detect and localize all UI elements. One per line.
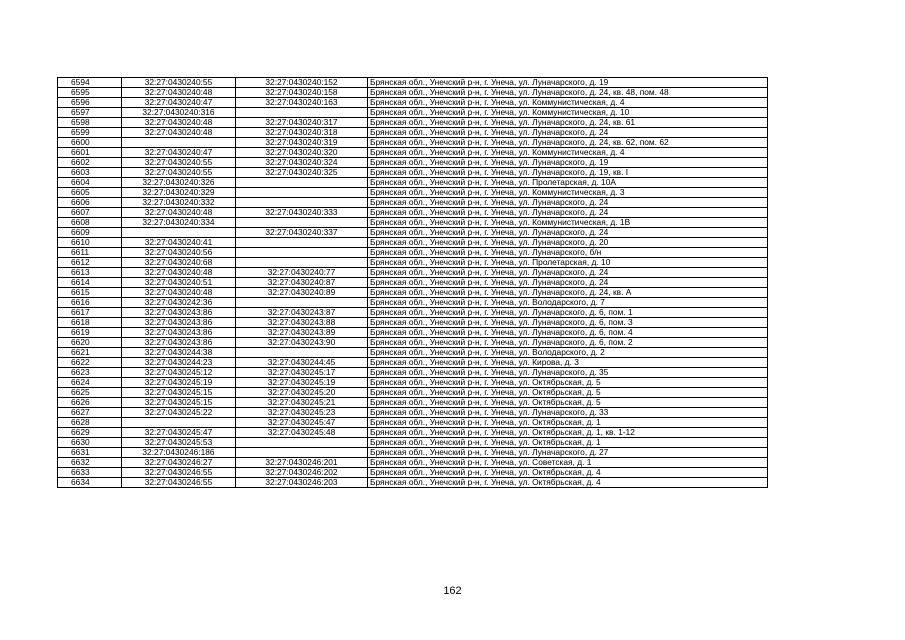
address-cell: Брянская обл., Унечский р-н, г. Унеча, ул. Луначарского, д. 24 xyxy=(368,268,768,278)
row-number-cell: 6633 xyxy=(58,468,122,478)
parent-cadastral-number-cell: 32:27:0430240:55 xyxy=(122,168,236,178)
row-number-cell: 6598 xyxy=(58,118,122,128)
address-cell: Брянская обл., Унечский р-н, г. Унеча, ул. Коммунистическая, д. 4 xyxy=(368,148,768,158)
table-row xyxy=(58,238,768,248)
row-number-cell: 6621 xyxy=(58,348,122,358)
cadastral-number-cell: 32:27:0430245:19 xyxy=(236,378,368,388)
table-row xyxy=(58,398,768,408)
cadastral-number-cell: 32:27:0430240:337 xyxy=(236,228,368,238)
row-number-cell: 6624 xyxy=(58,378,122,388)
address-cell: Брянская обл., Унечский р-н, г. Унеча, ул. Володарского, д. 7 xyxy=(368,298,768,308)
cadastral-number-cell xyxy=(236,198,368,208)
row-number-cell: 6603 xyxy=(58,168,122,178)
table-row xyxy=(58,228,768,238)
cadastral-number-cell: 32:27:0430240:158 xyxy=(236,88,368,98)
parent-cadastral-number-cell: 32:27:0430240:56 xyxy=(122,248,236,258)
row-number-cell: 6619 xyxy=(58,328,122,338)
row-number-cell: 6613 xyxy=(58,268,122,278)
address-cell: Брянская обл., Унечский р-н, г. Унеча, ул. Луначарского, д. 20 xyxy=(368,238,768,248)
address-cell: Брянская обл., Унечский р-н, г. Унеча, ул. Луначарского, д. 6, пом. 4 xyxy=(368,328,768,338)
table-row xyxy=(58,208,768,218)
cadastral-number-cell xyxy=(236,258,368,268)
address-cell: Брянская обл., Унечский р-н, г. Унеча, ул. Коммунистическая, д. 3 xyxy=(368,188,768,198)
cadastral-number-cell: 32:27:0430240:163 xyxy=(236,98,368,108)
table-row xyxy=(58,178,768,188)
parent-cadastral-number-cell: 32:27:0430240:51 xyxy=(122,278,236,288)
address-cell: Брянская обл., Унечский р-н, г. Унеча, ул. Луначарского, д. 24 xyxy=(368,278,768,288)
table-row xyxy=(58,378,768,388)
row-number-cell: 6610 xyxy=(58,238,122,248)
parent-cadastral-number-cell: 32:27:0430245:22 xyxy=(122,408,236,418)
address-cell: Брянская обл., Унечский р-н, г. Унеча, ул. Луначарского, д. 6, пом. 3 xyxy=(368,318,768,328)
cadastral-number-cell: 32:27:0430240:324 xyxy=(236,158,368,168)
address-cell: Брянская обл., Унечский р-н, г. Унеча, ул. Луначарского, д. 19 xyxy=(368,78,768,88)
parent-cadastral-number-cell: 32:27:0430246:55 xyxy=(122,468,236,478)
cadastral-number-cell: 32:27:0430246:203 xyxy=(236,478,368,488)
table-row xyxy=(58,348,768,358)
cadastral-number-cell: 32:27:0430243:88 xyxy=(236,318,368,328)
address-cell: Брянская обл., Унечский р-н, г. Унеча, ул. Луначарского, д. 24 xyxy=(368,198,768,208)
address-cell: Брянская обл., Унечский р-н, г. Унеча, ул. Луначарского, д. 24, кв. 61 xyxy=(368,118,768,128)
table-row xyxy=(58,338,768,348)
row-number-cell: 6631 xyxy=(58,448,122,458)
address-cell: Брянская обл., Унечский р-н, г. Унеча, ул. Луначарского, д. 33 xyxy=(368,408,768,418)
address-cell: Брянская обл., Унечский р-н, г. Унеча, ул. Володарского, д. 2 xyxy=(368,348,768,358)
table-row xyxy=(58,168,768,178)
parent-cadastral-number-cell: 32:27:0430245:53 xyxy=(122,438,236,448)
table-row xyxy=(58,268,768,278)
cadastral-number-cell: 32:27:0430243:90 xyxy=(236,338,368,348)
table-row xyxy=(58,218,768,228)
parent-cadastral-number-cell: 32:27:0430240:48 xyxy=(122,128,236,138)
row-number-cell: 6618 xyxy=(58,318,122,328)
row-number-cell: 6604 xyxy=(58,178,122,188)
row-number-cell: 6601 xyxy=(58,148,122,158)
cadastral-number-cell: 32:27:0430245:21 xyxy=(236,398,368,408)
row-number-cell: 6608 xyxy=(58,218,122,228)
row-number-cell: 6615 xyxy=(58,288,122,298)
table-row xyxy=(58,158,768,168)
row-number-cell: 6617 xyxy=(58,308,122,318)
row-number-cell: 6607 xyxy=(58,208,122,218)
address-cell: Брянская обл., Унечский р-н, г. Унеча, ул. Октябрьская, д. 5 xyxy=(368,388,768,398)
cadastral-number-cell xyxy=(236,348,368,358)
address-cell: Брянская обл., Унечский р-н, г. Унеча, ул. Октябрьская, д. 1 xyxy=(368,418,768,428)
row-number-cell: 6622 xyxy=(58,358,122,368)
table-row xyxy=(58,358,768,368)
address-cell: Брянская обл., Унечский р-н, г. Унеча, ул. Луначарского, д. 27 xyxy=(368,448,768,458)
address-cell: Брянская обл., Унечский р-н, г. Унеча, ул. Октябрьская, д. 4 xyxy=(368,468,768,478)
address-cell: Брянская обл., Унечский р-н, г. Унеча, ул. Луначарского, д. 19 xyxy=(368,158,768,168)
cadastral-number-cell: 32:27:0430240:333 xyxy=(236,208,368,218)
table-row xyxy=(58,128,768,138)
address-cell: Брянская обл., Унечский р-н, г. Унеча, ул. Коммунистическая, д. 10 xyxy=(368,108,768,118)
table-row xyxy=(58,198,768,208)
parent-cadastral-number-cell: 32:27:0430240:316 xyxy=(122,108,236,118)
table-row xyxy=(58,188,768,198)
parent-cadastral-number-cell: 32:27:0430245:12 xyxy=(122,368,236,378)
table-row xyxy=(58,288,768,298)
address-cell: Брянская обл., Унечский р-н, г. Унеча, ул. Советская, д. 1 xyxy=(368,458,768,468)
parent-cadastral-number-cell: 32:27:0430240:48 xyxy=(122,88,236,98)
address-cell: Брянская обл., Унечский р-н, г. Унеча, ул. Октябрьская, д. 1, кв. 1-12 xyxy=(368,428,768,438)
cadastral-number-cell xyxy=(236,248,368,258)
parent-cadastral-number-cell: 32:27:0430240:55 xyxy=(122,78,236,88)
table-row xyxy=(58,258,768,268)
row-number-cell: 6629 xyxy=(58,428,122,438)
parent-cadastral-number-cell: 32:27:0430240:326 xyxy=(122,178,236,188)
row-number-cell: 6632 xyxy=(58,458,122,468)
table-row xyxy=(58,308,768,318)
address-cell: Брянская обл., Унечский р-н, г. Унеча, ул. Луначарского, д. 35 xyxy=(368,368,768,378)
parent-cadastral-number-cell: 32:27:0430243:86 xyxy=(122,338,236,348)
parent-cadastral-number-cell xyxy=(122,418,236,428)
address-cell: Брянская обл., Унечский р-н, г. Унеча, ул. Луначарского, д. 24 xyxy=(368,228,768,238)
address-cell: Брянская обл., Унечский р-н, г. Унеча, ул. Луначарского, д. 24, кв. А xyxy=(368,288,768,298)
table-row xyxy=(58,248,768,258)
parent-cadastral-number-cell: 32:27:0430242:36 xyxy=(122,298,236,308)
parent-cadastral-number-cell: 32:27:0430240:334 xyxy=(122,218,236,228)
parent-cadastral-number-cell: 32:27:0430246:55 xyxy=(122,478,236,488)
table-row xyxy=(58,368,768,378)
cadastral-number-cell: 32:27:0430240:152 xyxy=(236,78,368,88)
table-row xyxy=(58,98,768,108)
parent-cadastral-number-cell: 32:27:0430245:15 xyxy=(122,398,236,408)
parent-cadastral-number-cell: 32:27:0430243:86 xyxy=(122,318,236,328)
cadastral-number-cell: 32:27:0430240:318 xyxy=(236,128,368,138)
parent-cadastral-number-cell: 32:27:0430243:86 xyxy=(122,308,236,318)
row-number-cell: 6606 xyxy=(58,198,122,208)
address-cell: Брянская обл., Унечский р-н, г. Унеча, ул. Коммунистическая, д. 4 xyxy=(368,98,768,108)
table-row xyxy=(58,108,768,118)
parent-cadastral-number-cell: 32:27:0430240:68 xyxy=(122,258,236,268)
address-cell: Брянская обл., Унечский р-н, г. Унеча, ул. Октябрьская, д. 1 xyxy=(368,438,768,448)
row-number-cell: 6623 xyxy=(58,368,122,378)
row-number-cell: 6597 xyxy=(58,108,122,118)
address-cell: Брянская обл., Унечский р-н, г. Унеча, ул. Луначарского, д. 24, кв. 62, пом. 62 xyxy=(368,138,768,148)
row-number-cell: 6620 xyxy=(58,338,122,348)
table-row xyxy=(58,448,768,458)
table-row xyxy=(58,388,768,398)
row-number-cell: 6616 xyxy=(58,298,122,308)
parent-cadastral-number-cell: 32:27:0430244:23 xyxy=(122,358,236,368)
row-number-cell: 6627 xyxy=(58,408,122,418)
table-row xyxy=(58,88,768,98)
row-number-cell: 6602 xyxy=(58,158,122,168)
cadastral-number-cell xyxy=(236,178,368,188)
parent-cadastral-number-cell: 32:27:0430240:48 xyxy=(122,118,236,128)
row-number-cell: 6630 xyxy=(58,438,122,448)
parent-cadastral-number-cell: 32:27:0430240:55 xyxy=(122,158,236,168)
parent-cadastral-number-cell: 32:27:0430246:27 xyxy=(122,458,236,468)
address-cell: Брянская обл., Унечский р-н, г. Унеча, ул. Луначарского, д. 24 xyxy=(368,208,768,218)
table-row xyxy=(58,138,768,148)
table-row xyxy=(58,118,768,128)
cadastral-number-cell: 32:27:0430245:47 xyxy=(236,418,368,428)
parent-cadastral-number-cell: 32:27:0430245:15 xyxy=(122,388,236,398)
cadastral-number-cell: 32:27:0430240:87 xyxy=(236,278,368,288)
cadastral-number-cell: 32:27:0430240:89 xyxy=(236,288,368,298)
row-number-cell: 6625 xyxy=(58,388,122,398)
cadastral-number-cell: 32:27:0430240:77 xyxy=(236,268,368,278)
parent-cadastral-number-cell xyxy=(122,228,236,238)
row-number-cell: 6634 xyxy=(58,478,122,488)
parent-cadastral-number-cell: 32:27:0430245:19 xyxy=(122,378,236,388)
cadastral-number-cell: 32:27:0430243:89 xyxy=(236,328,368,338)
table-row xyxy=(58,458,768,468)
address-cell: Брянская обл., Унечский р-н, г. Унеча, ул. Луначарского, д. 6, пом. 1 xyxy=(368,308,768,318)
table-row xyxy=(58,298,768,308)
page-number: 162 xyxy=(443,585,462,597)
address-cell: Брянская обл., Унечский р-н, г. Унеча, ул. Луначарского, д. 6, пом. 2 xyxy=(368,338,768,348)
address-cell: Брянская обл., Унечский р-н, г. Унеча, ул. Коммунистическая, д. 1В xyxy=(368,218,768,228)
row-number-cell: 6594 xyxy=(58,78,122,88)
cadastral-number-cell: 32:27:0430246:201 xyxy=(236,458,368,468)
parent-cadastral-number-cell: 32:27:0430240:41 xyxy=(122,238,236,248)
row-number-cell: 6609 xyxy=(58,228,122,238)
registry-table xyxy=(57,77,768,488)
row-number-cell: 6611 xyxy=(58,248,122,258)
row-number-cell: 6605 xyxy=(58,188,122,198)
table-row xyxy=(58,318,768,328)
address-cell: Брянская обл., Унечский р-н, г. Унеча, ул. Пролетарская, д. 10 xyxy=(368,258,768,268)
table-row xyxy=(58,438,768,448)
parent-cadastral-number-cell xyxy=(122,138,236,148)
parent-cadastral-number-cell: 32:27:0430245:47 xyxy=(122,428,236,438)
row-number-cell: 6614 xyxy=(58,278,122,288)
table-row xyxy=(58,418,768,428)
address-cell: Брянская обл., Унечский р-н, г. Унеча, ул. Луначарского, д. 19, кв. I xyxy=(368,168,768,178)
table-row xyxy=(58,468,768,478)
cadastral-number-cell: 32:27:0430245:23 xyxy=(236,408,368,418)
parent-cadastral-number-cell: 32:27:0430240:332 xyxy=(122,198,236,208)
row-number-cell: 6595 xyxy=(58,88,122,98)
table-row xyxy=(58,408,768,418)
address-cell: Брянская обл., Унечский р-н, г. Унеча, ул. Луначарского, д. 24 xyxy=(368,128,768,138)
table-row xyxy=(58,478,768,488)
row-number-cell: 6596 xyxy=(58,98,122,108)
cadastral-number-cell: 32:27:0430245:48 xyxy=(236,428,368,438)
cadastral-number-cell: 32:27:0430246:202 xyxy=(236,468,368,478)
cadastral-number-cell xyxy=(236,108,368,118)
table-row xyxy=(58,148,768,158)
row-number-cell: 6628 xyxy=(58,418,122,428)
cadastral-number-cell xyxy=(236,188,368,198)
address-cell: Брянская обл., Унечский р-н, г. Унеча, ул. Пролетарская, д. 10А xyxy=(368,178,768,188)
cadastral-number-cell: 32:27:0430245:20 xyxy=(236,388,368,398)
parent-cadastral-number-cell: 32:27:0430240:48 xyxy=(122,268,236,278)
address-cell: Брянская обл., Унечский р-н, г. Унеча, ул. Октябрьская, д. 5 xyxy=(368,398,768,408)
cadastral-number-cell xyxy=(236,238,368,248)
table-row xyxy=(58,328,768,338)
parent-cadastral-number-cell: 32:27:0430240:48 xyxy=(122,288,236,298)
cadastral-number-cell: 32:27:0430240:317 xyxy=(236,118,368,128)
cadastral-number-cell xyxy=(236,438,368,448)
table-row xyxy=(58,78,768,88)
row-number-cell: 6599 xyxy=(58,128,122,138)
table-row xyxy=(58,428,768,438)
cadastral-number-cell xyxy=(236,448,368,458)
parent-cadastral-number-cell: 32:27:0430240:48 xyxy=(122,208,236,218)
cadastral-number-cell: 32:27:0430240:320 xyxy=(236,148,368,158)
cadastral-number-cell: 32:27:0430244:45 xyxy=(236,358,368,368)
row-number-cell: 6612 xyxy=(58,258,122,268)
address-cell: Брянская обл., Унечский р-н, г. Унеча, ул. Луначарского, б/н xyxy=(368,248,768,258)
cadastral-number-cell: 32:27:0430243:87 xyxy=(236,308,368,318)
parent-cadastral-number-cell: 32:27:0430240:329 xyxy=(122,188,236,198)
parent-cadastral-number-cell: 32:27:0430240:47 xyxy=(122,98,236,108)
address-cell: Брянская обл., Унечский р-н, г. Унеча, ул. Кирова, д. 3 xyxy=(368,358,768,368)
parent-cadastral-number-cell: 32:27:0430240:47 xyxy=(122,148,236,158)
parent-cadastral-number-cell: 32:27:0430243:86 xyxy=(122,328,236,338)
cadastral-number-cell: 32:27:0430245:17 xyxy=(236,368,368,378)
cadastral-number-cell xyxy=(236,298,368,308)
cadastral-number-cell: 32:27:0430240:325 xyxy=(236,168,368,178)
cadastral-number-cell xyxy=(236,218,368,228)
address-cell: Брянская обл., Унечский р-н, г. Унеча, ул. Октябрьская, д. 5 xyxy=(368,378,768,388)
cadastral-number-cell: 32:27:0430240:319 xyxy=(236,138,368,148)
address-cell: Брянская обл., Унечский р-н, г. Унеча, ул. Луначарского, д. 24, кв. 48, пом. 48 xyxy=(368,88,768,98)
row-number-cell: 6626 xyxy=(58,398,122,408)
registry-table-body xyxy=(58,78,768,488)
parent-cadastral-number-cell: 32:27:0430244:38 xyxy=(122,348,236,358)
table-row xyxy=(58,278,768,288)
parent-cadastral-number-cell: 32:27:0430246:186 xyxy=(122,448,236,458)
row-number-cell: 6600 xyxy=(58,138,122,148)
address-cell: Брянская обл., Унечский р-н, г. Унеча, ул. Октябрьская, д. 4 xyxy=(368,478,768,488)
